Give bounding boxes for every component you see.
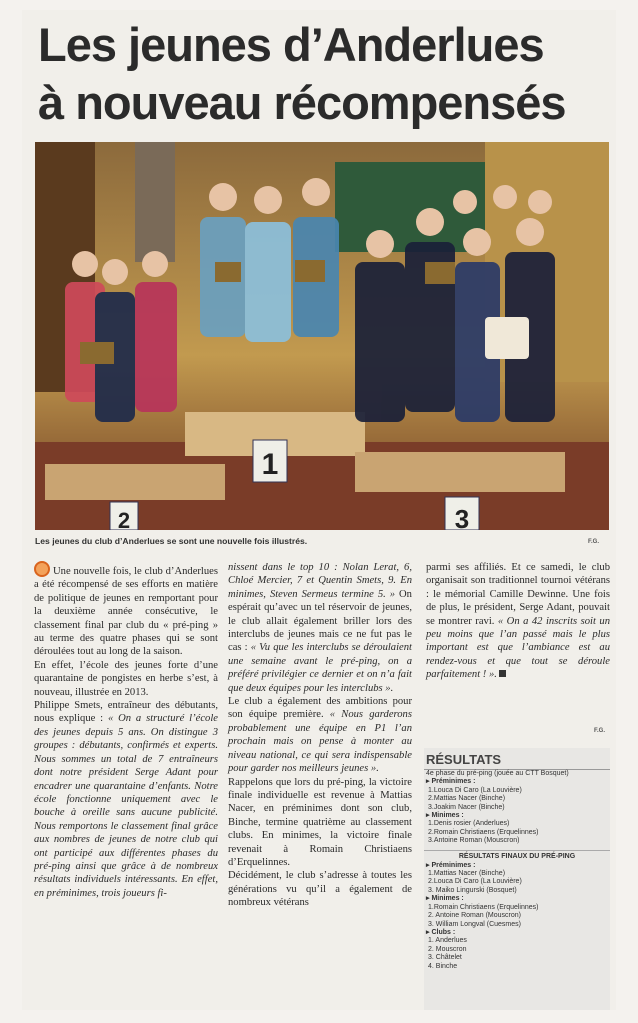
- paragraph: [228, 561, 412, 695]
- results-category: ▸ Préminimes :: [426, 778, 476, 786]
- phase-results-list: [424, 778, 610, 845]
- results-entry: 2. Mouscron: [428, 945, 467, 953]
- results-entry: 2. Antoine Roman (Mouscron): [428, 912, 521, 920]
- article-column-1: [34, 561, 218, 900]
- results-intro: 4e phase du pré-ping (jouée au CTT Bosquet): [426, 770, 569, 777]
- newspaper-page: [22, 10, 616, 1010]
- results-entry: 1.Romain Christiaens (Erquelinnes): [428, 903, 539, 911]
- paragraph-text: Le club a également des ambitions pour son équipe première.: [228, 696, 412, 721]
- paragraph-text: parmi ses affiliés. Et ce samedi, le club organisait son traditionnel tournoi vétérans : le mémorial Camille Dewinne. Une fois de plus, le président, Serge Adant, pouvait se montrer ravi.: [426, 562, 610, 627]
- results-entry: 3. Châtelet: [428, 954, 462, 962]
- podium-label-1: 1: [261, 448, 279, 481]
- paragraph: Décidément, le club s’adresse à toutes les générations vu qu’il a également de nombreux vétérans: [228, 870, 412, 909]
- quote-text: nissent dans le top 10 : Nolan Lerat, 6, Chloé Mercier, 7 et Quentin Smets, 9. En minimes, Steven Sermeus termine 5. »: [228, 562, 412, 600]
- article-bullet-icon: [34, 561, 50, 577]
- paragraph: En effet, l’école des jeunes forte d’une quarantaine de pongistes en herbe s’est, à nouveau, illustrée en 2013.: [34, 659, 218, 698]
- final-results-list: [424, 862, 610, 971]
- headline: [38, 16, 610, 132]
- headline-line-1: Les jeunes d’Anderlues: [38, 18, 544, 71]
- paragraph: [228, 695, 412, 775]
- paragraph-text: Une nouvelle fois, le club d’Anderlues a été récompensé de ses efforts en matière de politique de jeunes en remportant pour la deuxième année consécutive, le classement final par club du « pré-ping » au terme des quatre phases qui se sont déroulées tout au long de la saison.: [34, 566, 218, 658]
- article-column-3: [426, 561, 610, 682]
- quote-text: « On a 42 inscrits soit un peu moins que l’an passé mais le plus important est que l’ambiance est au rendez-vous et que tout se déroule parfaitement ! ».: [426, 615, 610, 681]
- results-entry: 3.Joakim Nacer (Binche): [428, 803, 505, 811]
- results-category: ▸ Clubs :: [426, 928, 456, 936]
- headline-line-2: à nouveau récompensés: [38, 76, 566, 129]
- end-of-article-icon: [499, 670, 506, 677]
- results-entry: 3.Antoine Roman (Mouscron): [428, 837, 520, 845]
- results-title: RÉSULTATS: [424, 748, 610, 770]
- results-category: ▸ Préminimes :: [426, 861, 476, 869]
- results-category: ▸ Minimes :: [426, 812, 464, 820]
- results-entry: 1. Anderlues: [428, 937, 467, 945]
- quote-text: « On a structuré l’école des jeunes depuis 5 ans. On distingue 3 groupes : débutants, confirmés et experts. Nous sommes un total de 7 entraîneurs dont notre président Serge Adant pour encadrer une quarantaine d’enfants. Notre école fonctionne uniquement avec le bouche à oreille sans aucune publicité. Nous remportons le classement final grâce aux nombres de jeunes de notre club qui ont participé aux différentes phases du pré-ping ainsi que grâce à de nombreux résultats individuels intéressants. En effet, en préminimes, trois joueurs fi-: [34, 713, 218, 899]
- results-entry: 4. Binche: [428, 962, 458, 970]
- photo-caption: Les jeunes du club d’Anderlues se sont une nouvelle fois illustrés.: [35, 536, 308, 546]
- results-category: ▸ Minimes :: [426, 895, 464, 903]
- results-entry: 2.Louca Di Caro (La Louvière): [428, 878, 522, 886]
- paragraph-text: On espérait qu’avec un tel réservoir de jeunes, le club allait également briller lors des interclubs de jeunes mais ce ne fut pas le cas :: [228, 588, 412, 654]
- paragraph: [426, 561, 610, 682]
- article-credit: F.G.: [594, 728, 606, 734]
- quote-text: « Vu que les interclubs se déroulaient une semaine avant le pré-ping, on a préféré privilégier ce dernier et on n’a fait que deux équipes pour les interclubs ».: [228, 642, 412, 694]
- results-entry: 2.Romain Christiaens (Erquelinnes): [428, 828, 539, 836]
- results-entry: 3. William Longval (Cuesmes): [428, 920, 521, 928]
- results-entry: 2.Mattias Nacer (Binche): [428, 795, 506, 803]
- quote-text: « Nous garderons probablement une équipe en P1 l’an prochain mais on pense à monter au niveau national, ce qui sera indispensable pour garder nos meilleurs jeunes ».: [228, 709, 412, 775]
- team-photo: [35, 142, 609, 530]
- paragraph: Rappelons que lors du pré-ping, la victoire finale individuelle est revenue à Mattias Nacer, en préminimes dont son club, Binche, termine quatrième au classement clubs. En minimes, la victoire finale revenait à Romain Christiaens d’Erquelinnes.: [228, 776, 412, 868]
- article-column-2: [228, 561, 412, 910]
- paragraph: [34, 699, 218, 900]
- podium-label-3: 3: [454, 504, 470, 530]
- podium-label-2: 2: [117, 508, 131, 530]
- photo-credit: F.G.: [588, 539, 600, 545]
- final-results-header: RÉSULTATS FINAUX DU PRÉ-PING: [424, 850, 610, 862]
- paragraph: [34, 561, 218, 659]
- results-entry: 1.Denis rosier (Anderlues): [428, 820, 510, 828]
- results-entry: 1.Louca Di Caro (La Louvière): [428, 786, 522, 794]
- results-entry: 3. Maiko Lingurski (Bosquet): [428, 886, 517, 894]
- results-box: [424, 748, 610, 1010]
- results-entry: 1.Mattias Nacer (Binche): [428, 870, 506, 878]
- paragraph-text: Philippe Smets, entraîneur des débutants, nous explique :: [34, 700, 218, 725]
